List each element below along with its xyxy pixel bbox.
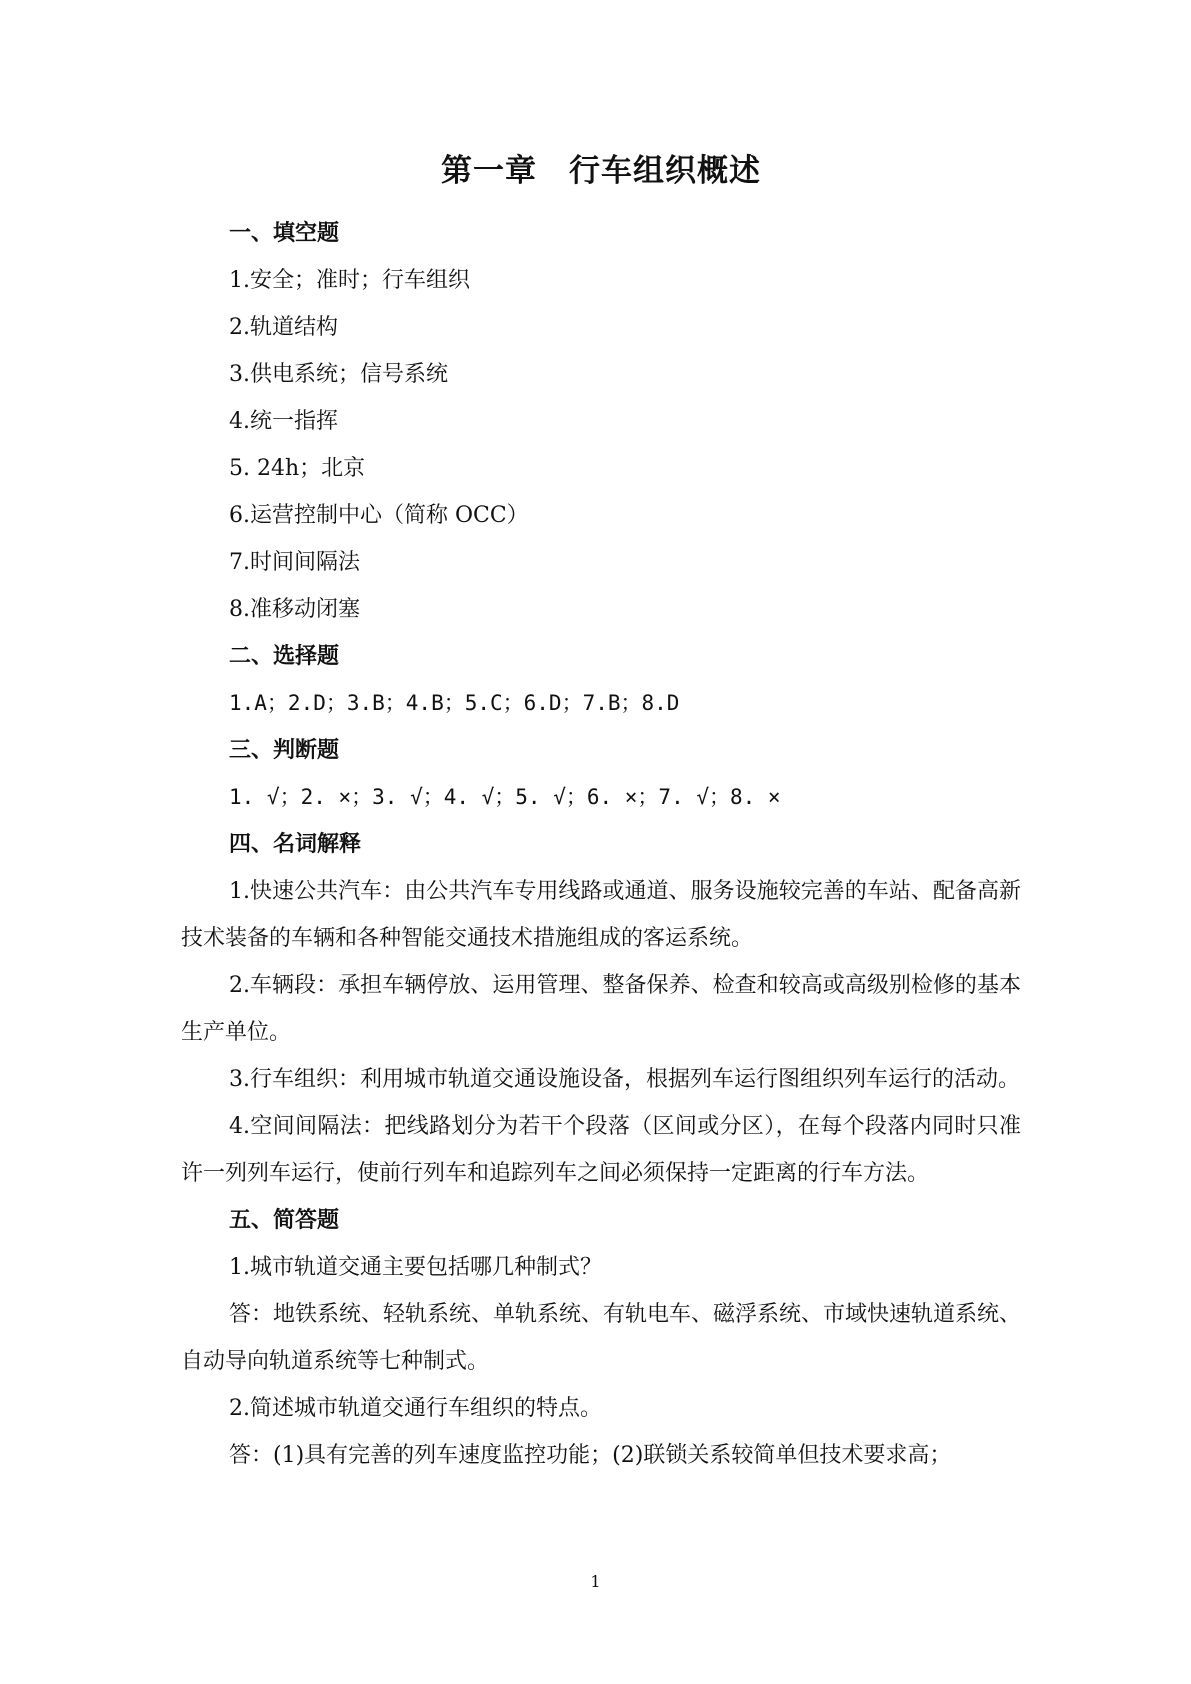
fill-blank-answer: 1.安全；准时；行车组织 xyxy=(229,268,470,293)
section-heading-choice: 二、选择题 xyxy=(229,644,340,669)
fill-blank-answer: 6.运营控制中心（简称 OCC） xyxy=(229,503,529,528)
section-heading-fill-blank: 一、填空题 xyxy=(229,221,340,246)
short-answer-question: 2.简述城市轨道交通行车组织的特点。 xyxy=(229,1396,602,1421)
section-heading-judgment: 三、判断题 xyxy=(229,738,340,763)
fill-blank-answer: 4.统一指挥 xyxy=(229,409,338,434)
term-definition: 3.行车组织：利用城市轨道交通设施设备，根据列车运行图组织列车运行的活动。 xyxy=(229,1067,1020,1092)
fill-blank-answer: 8.准移动闭塞 xyxy=(229,597,360,622)
short-answer-question: 1.城市轨道交通主要包括哪几种制式？ xyxy=(229,1255,602,1280)
term-definition: 4.空间间隔法：把线路划分为若干个段落（区间或分区），在每个段落内同时只准许一列列车运行，使前行列车和追踪列车之间必须保持一定距离的行车方法。 xyxy=(181,1114,1021,1186)
judgment-answers: 1. √；2. ×；3. √；4. √；5. √；6. ×；7. √；8. × xyxy=(229,785,781,809)
section-heading-terms: 四、名词解释 xyxy=(229,832,362,857)
page-number: 1 xyxy=(590,1572,601,1591)
fill-blank-answer: 7.时间间隔法 xyxy=(229,550,360,575)
short-answer-answer: 答：地铁系统、轻轨系统、单轨系统、有轨电车、磁浮系统、市域快速轨道系统、自动导向轨道系统等七种制式。 xyxy=(181,1302,1022,1374)
page-content xyxy=(181,148,1021,1479)
chapter-title: 第一章 行车组织概述 xyxy=(441,153,761,189)
choice-answers: 1.A；2.D；3.B；4.B；5.C；6.D；7.B；8.D xyxy=(229,691,680,715)
fill-blank-answer: 3.供电系统；信号系统 xyxy=(229,362,448,387)
section-heading-short-answer: 五、简答题 xyxy=(229,1208,340,1233)
term-definition: 1.快速公共汽车：由公共汽车专用线路或通道、服务设施较完善的车站、配备高新技术装备的车辆和各种智能交通技术措施组成的客运系统。 xyxy=(181,879,1021,951)
fill-blank-answer: 5. 24h；北京 xyxy=(229,456,366,481)
term-definition: 2.车辆段：承担车辆停放、运用管理、整备保养、检查和较高或高级别检修的基本生产单位。 xyxy=(181,973,1021,1045)
short-answer-answer: 答：(1)具有完善的列车速度监控功能；(2)联锁关系较简单但技术要求高； xyxy=(229,1443,952,1468)
fill-blank-answer: 2.轨道结构 xyxy=(229,315,338,340)
